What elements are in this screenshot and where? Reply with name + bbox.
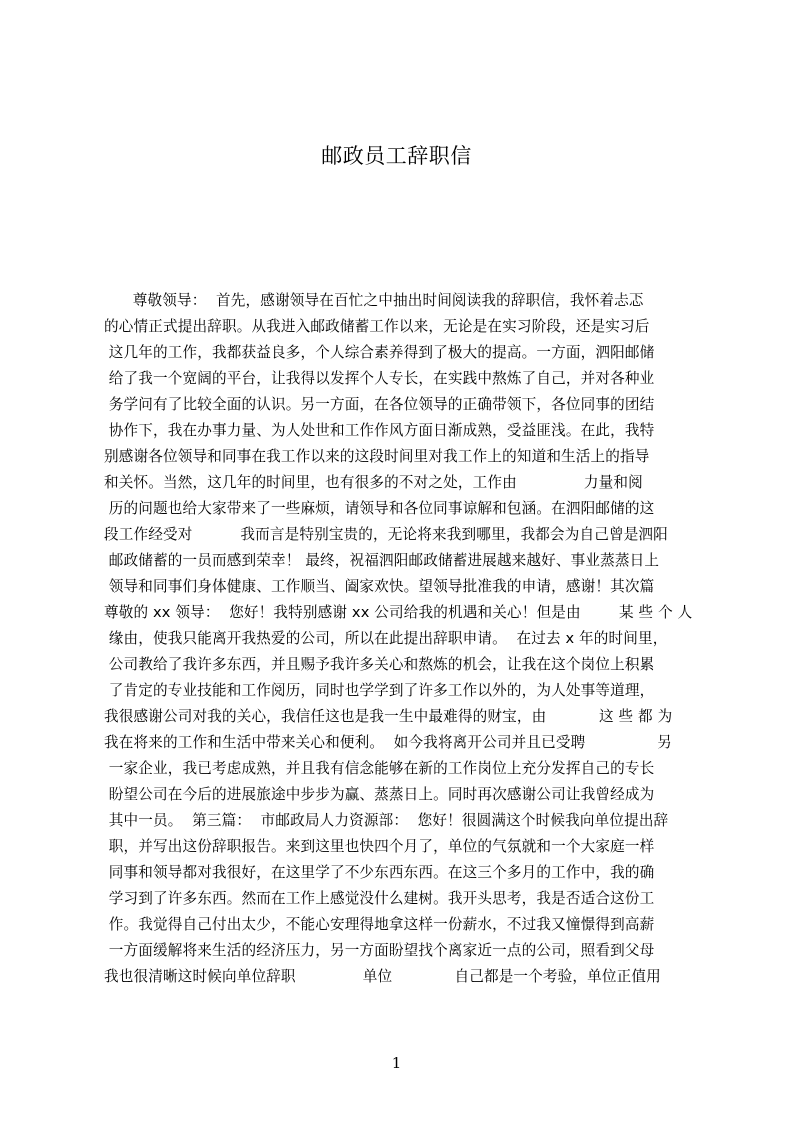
text-line: 邮政储蓄的一员而感到荣幸！ 最终，祝福泗阳邮政储蓄进展越来越好、事业蒸蒸日上 — [104, 552, 660, 569]
text-line: 这几年的工作，我都获益良多，个人综合素养得到了极大的提高。一方面，泗阳邮储 — [104, 344, 655, 361]
text-line: 协作下，我在办事力量、为人处世和工作作风方面日渐成熟，受益匪浅。在此，我特 — [104, 422, 655, 439]
text-line: 别感谢各位领导和同事在我工作以来的这段时间里对我工作上的知道和生活上的指导 — [104, 448, 650, 465]
document-title: 邮政员工辞职信 — [321, 144, 472, 168]
page-number: 1 — [391, 1054, 402, 1072]
text-line: 务学问有了比较全面的认识。另一方面，在各位领导的正确带领下，各位同事的团结 — [104, 396, 655, 413]
text-line: 和关怀。当然，这几年的时间里，也有很多的不对之处，工作由 力量和阅 — [104, 474, 643, 491]
text-line: 我也很清晰这时候向单位辞职 单位 自己都是一个考验，单位正值用 — [104, 968, 661, 985]
text-line: 盼望公司在今后的进展旅途中步步为赢、蒸蒸日上。同时再次感谢公司让我曾经成为 — [104, 786, 655, 803]
text-line: 段工作经受对 我而言是特别宝贵的，无论将来我到哪里，我都会为自己曾是泗阳 — [104, 526, 668, 543]
text-line: 作。我觉得自己付出太少，不能心安理得地拿这样一份薪水，不过我又憧憬得到高薪 — [104, 916, 655, 933]
text-line: 我很感谢公司对我的关心，我信任这也是我一生中最难得的财宝，由 这 些 都 为 — [104, 708, 673, 725]
text-line: 职，并写出这份辞职报告。来到这里也快四个月了，单位的气氛就和一个大家庭一样 — [104, 838, 655, 855]
text-line: 其中一员。 第三篇： 市邮政局人力资源部： 您好！很圆满这个时候我向单位提出辞 — [104, 812, 669, 829]
text-line: 一方面缓解将来生活的经济压力，另一方面盼望找个离家近一点的公司，照看到父母 — [104, 942, 655, 959]
text-line: 领导和同事们身体健康、工作顺当、阖家欢快。望领导批准我的申请，感谢！其次篇 — [104, 578, 655, 595]
text-line: 尊敬领导： 首先，感谢领导在百忙之中抽出时间阅读我的辞职信，我怀着忐忑 — [104, 292, 644, 309]
text-line: 尊敬的 xx 领导： 您好！我特别感谢 xx 公司给我的机遇和关心！但是由 某 些 个 人 — [104, 604, 693, 621]
text-line: 一家企业，我已考虑成熟，并且我有信念能够在新的工作岗位上充分发挥自己的专长 — [104, 760, 655, 777]
text-line: 缘由，使我只能离开我热爱的公司，所以在此提出辞职申请。 在过去 x 年的时间里， — [104, 630, 668, 647]
text-line: 我在将来的工作和生活中带来关心和便利。 如今我将离开公司并且已受聘 另 — [104, 734, 672, 751]
text-line: 给了我一个宽阔的平台，让我得以发挥个人专长，在实践中熬炼了自己，并对各种业 — [104, 370, 655, 387]
text-line: 了肯定的专业技能和工作阅历，同时也学学到了许多工作以外的，为人处事等道理， — [104, 682, 655, 699]
document-body — [104, 288, 699, 990]
text-line: 的心情正式提出辞职。从我进入邮政储蓄工作以来，无论是在实习阶段，还是实习后 — [104, 318, 650, 335]
text-line: 历的问题也给大家带来了一些麻烦，请领导和各位同事谅解和包涵。在泗阳邮储的这 — [104, 500, 655, 517]
text-line: 学习到了许多东西。然而在工作上感觉没什么建树。我开头思考，我是否适合这份工 — [104, 890, 655, 907]
text-line: 同事和领导都对我很好，在这里学了不少东西东西。在这三个多月的工作中，我的确 — [104, 864, 655, 881]
text-line: 公司教给了我许多东西，并且赐予我许多关心和熬炼的机会，让我在这个岗位上积累 — [104, 656, 655, 673]
